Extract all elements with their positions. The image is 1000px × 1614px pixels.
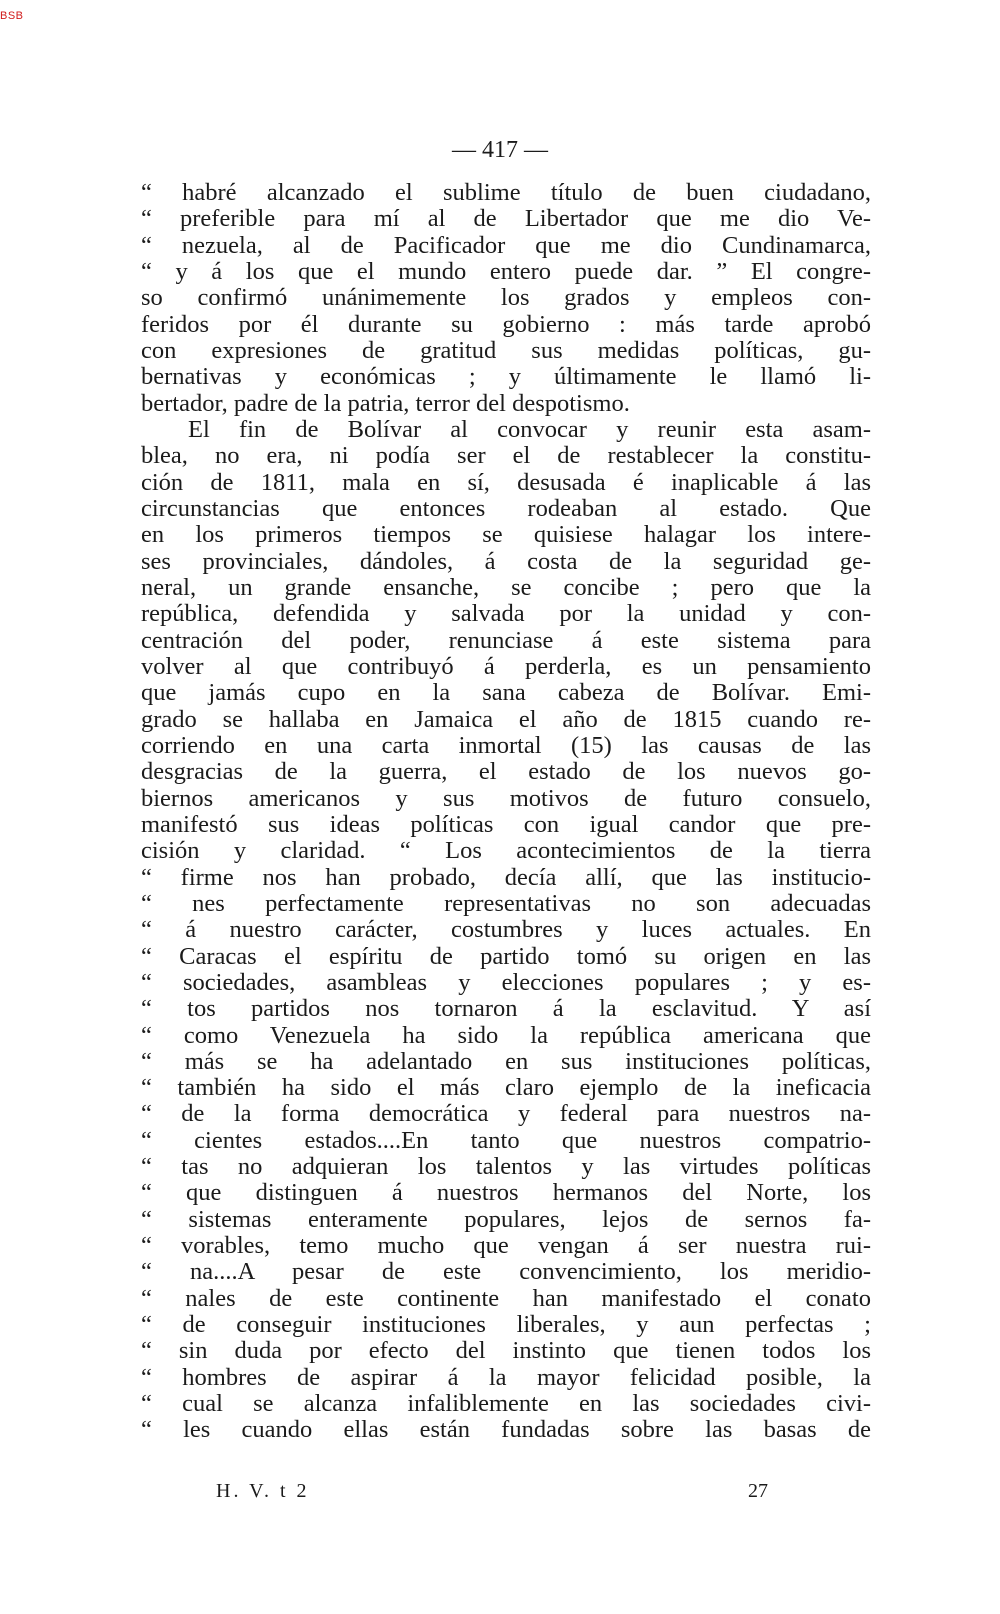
text-line: con expresiones de gratitud sus medidas políticas, gu-: [141, 336, 871, 364]
text-line: manifestó sus ideas políticas con igual candor que pre-: [141, 810, 871, 838]
text-line: circunstancias que entonces rodeaban al estado. Que: [141, 494, 871, 522]
text-line: volver al que contribuyó á perderla, es un pensamiento: [141, 652, 871, 680]
text-line: que jamás cupo en la sana cabeza de Bolívar. Emi-: [141, 679, 871, 707]
text-line: “ nezuela, al de Pacificador que me dio Cundinamarca,: [141, 231, 871, 259]
text-line: “ tas no adquieran los talentos y las virtudes políticas: [141, 1153, 871, 1181]
text-line: neral, un grande ensanche, se concibe ; pero que la: [141, 573, 871, 601]
text-line: cisión y claridad. “ Los acontecimientos de la tierra: [141, 837, 871, 865]
text-line: blea, no era, ni podía ser el de restablecer la constitu-: [141, 442, 871, 470]
text-line: ses provinciales, dándoles, á costa de la seguridad ge-: [141, 547, 871, 575]
text-line: “ cientes estados....En tanto que nuestros compatrio-: [141, 1126, 871, 1154]
text-line: “ de la forma democrática y federal para nuestros na-: [141, 1100, 871, 1128]
text-line: “ vorables, temo mucho que vengan á ser nuestra rui-: [141, 1232, 871, 1260]
text-line: “ sociedades, asambleas y elecciones populares ; y es-: [141, 968, 871, 996]
text-line: “ y á los que el mundo entero puede dar. ” El congre-: [141, 257, 871, 285]
text-line: grado se hallaba en Jamaica el año de 1815 cuando re-: [141, 705, 871, 733]
text-line: “ les cuando ellas están fundadas sobre las basas de: [141, 1416, 871, 1444]
text-line: El fin de Bolívar al convocar y reunir esta asam-: [188, 415, 871, 443]
body-text: [141, 180, 871, 1444]
text-line: “ Caracas el espíritu de partido tomó su origen en las: [141, 942, 871, 970]
page-number: — 417 —: [452, 137, 548, 163]
text-line: república, defendida y salvada por la unidad y con-: [141, 600, 871, 628]
sheet-number: 27: [748, 1480, 768, 1502]
text-line: “ á nuestro carácter, costumbres y luces actuales. En: [141, 916, 871, 944]
text-line: ción de 1811, mala en sí, desusada é inaplicable á las: [141, 468, 871, 496]
text-line: “ de conseguir instituciones liberales, y aun perfectas ;: [141, 1311, 871, 1339]
text-line: “ tos partidos nos tornaron á la esclavitud. Y así: [141, 995, 871, 1023]
text-line: bertador, padre de la patria, terror del despotismo.: [141, 389, 630, 417]
text-line: “ nales de este continente han manifestado el conato: [141, 1284, 871, 1312]
text-line: “ como Venezuela ha sido la república americana que: [141, 1021, 871, 1049]
text-line: “ sistemas enteramente populares, lejos de sernos fa-: [141, 1205, 871, 1233]
text-line: “ que distinguen á nuestros hermanos del Norte, los: [141, 1179, 871, 1207]
library-stamp: BSB: [0, 10, 24, 22]
text-line: “ firme nos han probado, decía allí, que las institucio-: [141, 863, 871, 891]
text-line: “ preferible para mí al de Libertador que me dio Ve-: [141, 205, 871, 233]
text-line: “ también ha sido el más claro ejemplo de la ineficacia: [141, 1074, 871, 1102]
text-line: centración del poder, renunciase á este sistema para: [141, 626, 871, 654]
text-line: “ más se ha adelantado en sus instituciones políticas,: [141, 1047, 871, 1075]
signature-mark: H. V. t 2: [216, 1480, 310, 1502]
text-line: “ hombres de aspirar á la mayor felicidad posible, la: [141, 1363, 871, 1391]
text-line: “ habré alcanzado el sublime título de buen ciudadano,: [141, 179, 871, 206]
text-line: feridos por él durante su gobierno : más tarde aprobó: [141, 310, 871, 338]
text-line: “ cual se alcanza infaliblemente en las sociedades civi-: [141, 1390, 871, 1418]
text-line: “ sin duda por efecto del instinto que tienen todos los: [141, 1337, 871, 1365]
text-line: desgracias de la guerra, el estado de los nuevos go-: [141, 758, 871, 786]
text-line: so confirmó unánimemente los grados y empleos con-: [141, 284, 871, 312]
text-line: bernativas y económicas ; y últimamente le llamó li-: [141, 363, 871, 391]
text-line: biernos americanos y sus motivos de futuro consuelo,: [141, 784, 871, 812]
text-line: en los primeros tiempos se quisiese halagar los intere-: [141, 521, 871, 549]
text-line: “ nes perfectamente representativas no son adecuadas: [141, 889, 871, 917]
text-line: corriendo en una carta inmortal (15) las causas de las: [141, 731, 871, 759]
text-line: “ na....A pesar de este convencimiento, los meridio-: [141, 1258, 871, 1286]
